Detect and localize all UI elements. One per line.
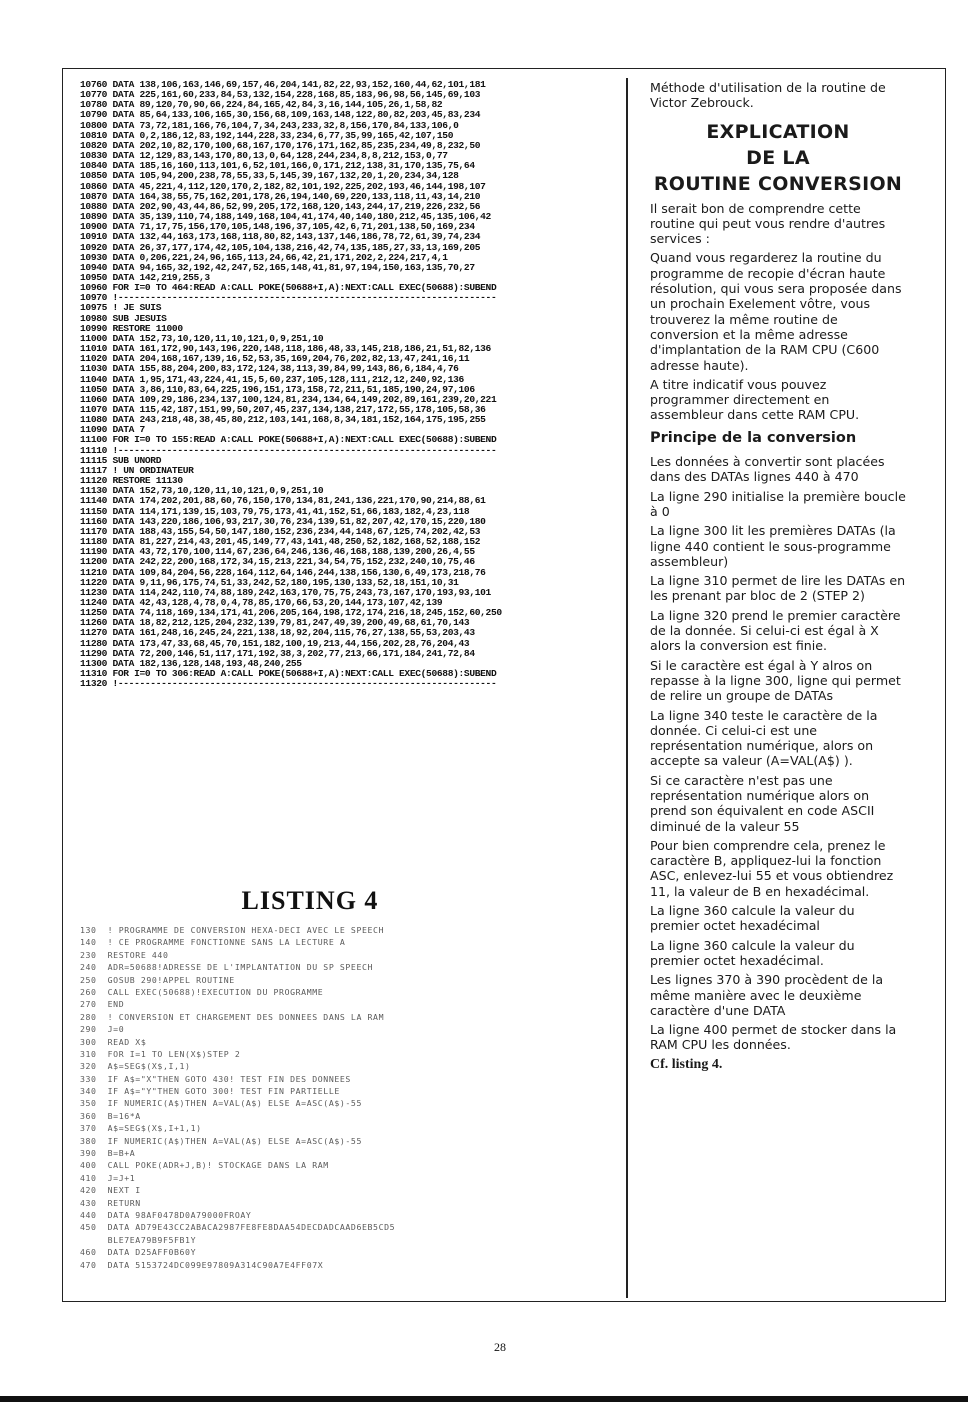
code-line: 10770 DATA 225,161,60,233,84,53,132,154,228,168,85,183,96,98,56,145,69,103 [80,89,481,101]
code-line: 11010 DATA 161,172,90,143,196,220,148,118,186,48,33,145,218,186,21,51,82,136 [80,343,491,355]
code-line: 11200 DATA 242,22,200,168,172,34,15,213,221,34,54,75,152,232,240,10,75,46 [80,556,475,568]
code-line: 10970 !---------------------------------------------------------------------- [80,292,497,304]
code-line: 11150 DATA 114,171,139,15,103,79,75,173,41,41,152,51,66,183,182,4,23,118 [80,505,470,517]
code-line: 450 DATA AD79E43CC2ABACA2987FE8FE8DAA54DECDADCAAD6EB5CD5 [80,1222,396,1233]
section-heading: Principe de la conversion [650,429,857,446]
title-line: EXPLICATION [706,120,850,143]
paragraph: A titre indicatif vous pouvez programmer directement en assembleur dans cette RAM CPU. [650,376,860,423]
paragraph: Les lignes 370 à 390 procèdent de la même manière avec le deuxième caractère d'une DATA [650,972,884,1018]
basic-listing [80,80,620,689]
code-line: 10930 DATA 0,206,221,24,96,165,113,24,66,42,21,171,202,2,224,217,4,1 [80,251,448,263]
code-line: 270 END [80,999,125,1010]
code-line: 11117 ! UN ORDINATEUR [80,464,194,476]
code-line: 11140 DATA 174,202,201,88,60,76,150,170,134,81,241,136,221,170,90,214,88,61 [80,495,486,507]
paragraph: Pour bien comprendre cela, prenez le caractère B, appliquez-lui la fonction ASC, enlevez-lui 55 et vous obtiendrez 11, la valeur de B en hexadécimal. [650,837,894,899]
code-line: 11290 DATA 72,200,146,51,117,171,192,38,3,202,77,213,66,171,184,241,72,84 [80,647,475,659]
code-line: 10960 FOR I=0 TO 464:READ A:CALL POKE(50688+I,A):NEXT:CALL EXEC(50688):SUBEND [80,282,497,294]
code-line: 260 CALL EXEC(50688)!EXECUTION DU PROGRAMME [80,986,324,997]
paragraph: La ligne 360 calcule la valeur du premier octet hexadécimal [650,903,855,934]
code-line: 10880 DATA 202,90,43,44,86,52,99,205,172,168,120,143,244,17,219,226,232,56 [80,200,481,212]
code-line: 11060 DATA 109,29,186,234,137,100,124,81,234,134,64,149,202,89,161,239,20,221 [80,393,497,405]
code-line: 11180 DATA 81,227,214,43,201,45,149,77,43,141,48,250,52,182,168,52,188,152 [80,536,481,548]
code-line: 11050 DATA 3,86,110,83,64,225,196,151,173,158,72,211,51,185,190,24,97,106 [80,383,475,395]
code-line: 11040 DATA 1,95,171,43,224,41,15,5,60,237,105,128,111,212,12,240,92,136 [80,373,464,385]
code-line: 470 DATA 5153724DC099E97809A314C90A7E4FF07X [80,1259,324,1270]
paragraph: La ligne 320 prend le premier caractère de la donnée. Si celui-ci est égal à X alors la conversion est finie. [650,607,901,654]
paragraph: Il serait bon de comprendre cette routine qui peut vous rendre d'autres services : [650,200,886,247]
code-line: 390 B=B+A [80,1148,136,1159]
paragraph: La ligne 300 lit les premières DATAs (la ligne 440 contient le sous-programme assembleur) [650,523,896,569]
code-line: 140 ! CE PROGRAMME FONCTIONNE SANS LA LECTURE A [80,937,346,948]
code-line: 320 A$=SEG$(X$,I,1) [80,1061,191,1072]
page-number: 28 [494,1340,506,1354]
listing-4-title: LISTING 4 [241,886,379,915]
code-line: 10900 DATA 71,17,75,156,170,105,148,196,37,105,42,6,71,201,138,50,169,234 [80,221,475,233]
code-line: 11320 !---------------------------------------------------------------------- [80,678,497,690]
code-line: 11310 FOR I=0 TO 306:READ A:CALL POKE(50688+I,A):NEXT:CALL EXEC(50688):SUBEND [80,668,497,680]
title-line: ROUTINE CONVERSION [653,172,903,195]
code-line: 130 ! PROGRAMME DE CONVERSION HEXA-DECI AVEC LE SPEECH [80,925,385,935]
code-line: 11300 DATA 182,136,128,148,193,48,240,255 [80,657,302,669]
code-line: 11000 DATA 152,73,10,120,11,10,121,0,9,251,10 [80,332,324,344]
paragraph: Si ce caractère n'est pas une représentation numérique alors on prend son équivalent en code ASCII diminué de la valeur 55 [650,772,875,834]
listing-4-code [80,924,620,1271]
code-line: 10860 DATA 45,221,4,112,120,170,2,182,82,101,192,225,202,193,46,144,198,107 [80,180,486,192]
code-line: 10820 DATA 202,10,82,170,100,68,167,170,176,171,162,85,235,234,49,8,232,50 [80,139,481,151]
code-line: 11130 DATA 152,73,10,120,11,10,121,0,9,251,10 [80,485,324,497]
code-line: 10910 DATA 132,44,163,173,168,118,80,82,143,137,146,186,78,72,61,39,74,234 [80,231,481,243]
code-line: 360 B=16*A [80,1110,141,1121]
code-line: 460 DATA D25AFF0B60Y [80,1247,197,1258]
code-line: 10840 DATA 185,16,160,113,101,6,52,101,166,0,171,212,138,31,170,135,75,64 [80,160,475,172]
code-line: 10940 DATA 94,165,32,192,42,247,52,165,148,41,81,97,194,150,163,135,70,27 [80,261,475,273]
code-line: 10800 DATA 73,72,181,166,76,104,7,34,243,233,32,8,156,170,84,133,106,0 [80,119,459,131]
column-divider [626,78,628,1298]
listing-reference: Cf. listing 4. [650,1056,723,1072]
code-line: 10920 DATA 26,37,177,174,42,105,104,138,216,42,74,135,185,27,33,13,169,205 [80,241,481,253]
code-line: 310 FOR I=1 TO LEN(X$)STEP 2 [80,1048,241,1059]
code-line: 11100 FOR I=0 TO 155:READ A:CALL POKE(50688+I,A):NEXT:CALL EXEC(50688):SUBEND [80,434,497,446]
code-line: 11240 DATA 42,43,128,4,78,0,4,78,85,170,66,53,20,144,173,107,42,139 [80,596,443,608]
code-line: 11230 DATA 114,242,110,74,88,189,242,163,170,75,75,243,73,167,170,193,93,101 [80,586,491,598]
code-line: 440 DATA 98AF0478D0A79000FROAY [80,1209,252,1220]
code-line: 11250 DATA 74,118,169,134,171,41,206,205,164,198,172,174,216,18,245,152,60,250 [80,607,502,619]
code-line: 10780 DATA 89,120,70,90,66,224,84,165,42,84,3,16,144,105,26,1,58,82 [80,99,443,111]
paragraph: Les données à convertir sont placées dans des DATAs lignes 440 à 470 [650,454,885,485]
code-line: 380 IF NUMERIC(A$)THEN A=VAL(A$) ELSE A=ASC(A$)-55 [80,1135,362,1146]
article-column [650,80,906,1072]
paragraph: La ligne 360 calcule la valeur du premier octet hexadécimal. [650,937,855,968]
paragraph: La ligne 310 permet de lire les DATAs en les prenant par bloc de 2 (STEP 2) [650,573,906,604]
code-line: 11120 RESTORE 11130 [80,475,183,487]
code-line: 350 IF NUMERIC(A$)THEN A=VAL(A$) ELSE A=ASC(A$)-55 [80,1098,362,1109]
code-line: 10760 DATA 138,106,163,146,69,157,46,204,141,82,22,93,152,160,44,62,101,181 [80,80,486,90]
code-line: 11070 DATA 115,42,187,151,99,50,207,45,237,134,138,217,172,55,178,105,58,36 [80,404,486,415]
code-line: 10890 DATA 35,139,110,74,188,149,168,104,41,174,40,140,180,212,45,135,106,42 [80,211,491,223]
code-line: 250 GOSUB 290!APPEL ROUTINE [80,974,235,985]
code-line: 300 READ X$ [80,1036,147,1047]
paragraph: Si le caractère est égal à Y alros on repasse à la ligne 300, ligne qui permet de relire un groupe de DATAs [650,657,901,704]
code-line: 11030 DATA 155,88,204,200,83,172,124,38,113,39,84,99,143,86,6,184,4,76 [80,363,459,375]
code-line: 400 CALL POKE(ADR+J,B)! STOCKAGE DANS LA RAM [80,1160,329,1171]
code-line: 11090 DATA 7 [80,424,145,436]
code-line: 11210 DATA 109,84,204,56,228,164,112,64,146,244,138,156,130,6,49,173,218,76 [80,566,486,578]
code-line: 290 J=0 [80,1024,125,1035]
code-line: 11260 DATA 18,82,212,125,204,232,139,79,81,247,49,39,200,49,68,61,70,143 [80,617,470,629]
code-line: 10975 ! JE SUIS [80,302,162,314]
code-line: 240 ADR=50688!ADRESSE DE L'IMPLANTATION DU SP SPEECH [80,962,374,973]
code-line: 10830 DATA 12,129,83,143,170,80,13,0,64,128,244,234,8,8,212,153,0,77 [80,150,448,162]
code-line: 10950 DATA 142,219,255,3 [80,271,210,283]
code-line: 11280 DATA 173,47,33,68,45,70,151,182,100,19,213,44,156,202,28,76,204,43 [80,637,470,649]
paragraph: La ligne 400 permet de stocker dans la RAM CPU les données. [650,1022,897,1053]
code-line: 11160 DATA 143,220,186,106,93,217,30,76,234,139,51,82,207,42,170,15,220,180 [80,515,486,527]
scan-edge [0,1396,968,1402]
code-line: 370 A$=SEG$(X$,I+1,1) [80,1123,202,1134]
code-line: 11020 DATA 204,168,167,139,16,52,53,35,169,204,76,202,82,13,47,241,16,11 [80,353,470,365]
code-line: 430 RETURN [80,1197,141,1208]
code-line: 11270 DATA 161,248,16,245,24,221,138,18,92,204,115,76,27,138,55,53,203,43 [80,627,475,639]
code-line: 11115 SUB UNORD [80,454,162,466]
article-title [650,119,906,197]
code-line: 330 IF A$="X"THEN GOTO 430! TEST FIN DES DONNEES [80,1073,351,1084]
code-line: 11190 DATA 43,72,170,100,114,67,236,64,246,136,46,168,188,139,200,26,4,55 [80,546,475,558]
code-line: 410 J=J+1 [80,1172,136,1183]
code-line: 10870 DATA 164,38,55,75,162,201,178,26,194,140,69,220,133,118,11,43,14,210 [80,190,481,202]
code-line: 280 ! CONVERSION ET CHARGEMENT DES DONNEES DANS LA RAM [80,1011,385,1022]
code-line: 11110 !---------------------------------------------------------------------- [80,444,497,456]
code-line: 11080 DATA 243,218,48,38,45,80,212,103,141,168,8,34,181,152,164,175,195,255 [80,414,486,426]
paragraph: La ligne 290 initialise la première boucle à 0 [650,488,906,519]
code-line: 10980 SUB JESUIS [80,312,167,324]
code-line: 10790 DATA 85,64,133,106,165,30,156,68,109,163,148,122,80,82,203,45,83,234 [80,109,481,121]
code-line: 340 IF A$="Y"THEN GOTO 300! TEST FIN PARTIELLE [80,1086,340,1097]
code-line: 10850 DATA 105,94,200,238,78,55,33,5,145,39,167,132,20,1,20,234,34,128 [80,170,459,182]
paragraph: Quand vous regarderez la routine du programme de recopie d'écran haute résolution, qui vous sera proposée dans un prochain Exelement vôtre, vous trouverez la même routine de conversion et la même adresse d'implantation de la RAM CPU (C600 adresse haute). [650,250,902,373]
intro-text: Méthode d'utilisation de la routine de Victor Zebrouck. [650,80,886,111]
code-line: BLE7EA79B9F5FB1Y [80,1234,197,1245]
code-line: 230 RESTORE 440 [80,949,169,960]
title-line: DE LA [746,146,810,169]
code-line: 10990 RESTORE 11000 [80,322,183,334]
code-line: 420 NEXT I [80,1185,141,1196]
code-line: 11170 DATA 188,43,155,54,50,147,180,152,236,234,44,148,67,125,74,202,42,53 [80,525,481,537]
code-line: 10810 DATA 0,2,186,12,83,192,144,228,33,234,6,77,35,99,165,42,107,150 [80,129,454,141]
code-line: 11220 DATA 9,11,96,175,74,51,33,242,52,180,195,130,133,52,18,151,10,31 [80,576,459,588]
paragraph: La ligne 340 teste le caractère de la donnée. Ci celui-ci est une représentation numérique, alors on accepte sa valeur (A=VAL(A$) ). [650,707,878,769]
